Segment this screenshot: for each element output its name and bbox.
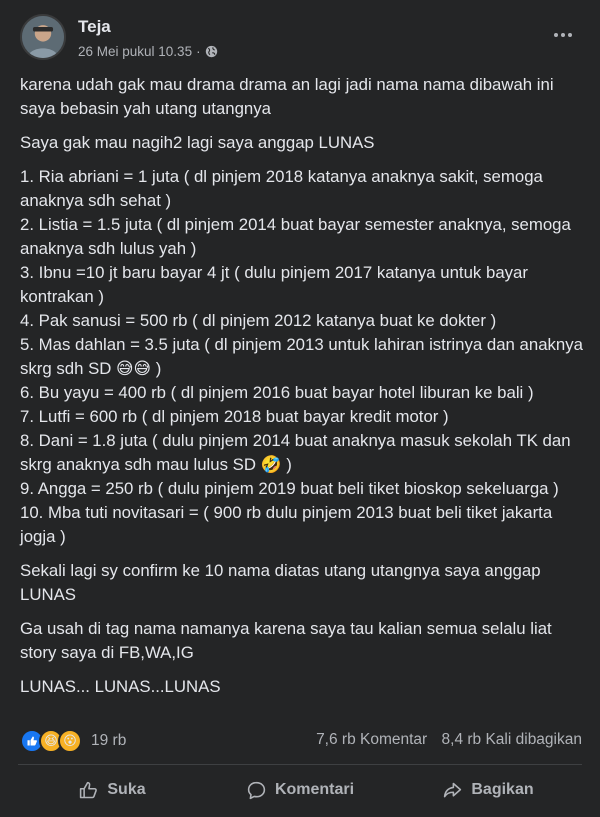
share-icon [442, 780, 463, 801]
reactions-summary[interactable] [20, 729, 126, 753]
thumbs-up-icon [78, 780, 99, 801]
haha-reaction-icon: 😆 [39, 729, 63, 753]
post-meta [78, 44, 218, 59]
separator-dot: · [196, 44, 201, 59]
post-header [20, 12, 580, 62]
comment-icon [246, 780, 267, 801]
post-text [20, 73, 586, 699]
post-stats [20, 729, 582, 755]
post-actions [18, 770, 582, 810]
paragraph-closing: LUNAS... LUNAS...LUNAS [20, 677, 221, 696]
like-button[interactable] [18, 770, 206, 810]
share-label: Bagikan [471, 781, 534, 798]
debt-list: 1. Ria abriani = 1 juta ( dl pinjem 2018 katanya anaknya sakit, semoga anaknya sdh sehat ) 2. Listia = 1.5 juta ( dl pinjem 2014 buat bayar semester anaknya, semoga anaknya sdh lulus yah ) 3. Ibnu =10 jt baru bayar 4 jt ( dulu pinjem 2017 katanya untuk bayar kontrakan ) 4. Pak sanusi = 500 rb ( dl pinjem 2012 katanya buat ke dokter ) 5. Mas dahlan = 3.5 juta ( dl pinjem 2013 untuk lahiran istrinya dan anaknya skrg sdh SD 😅😅 ) 6. Bu yayu = 400 rb ( dl pinjem 2016 buat bayar hotel liburan ke bali ) 7. Lutfi = 600 rb ( dl pinjem 2018 buat bayar kredit motor ) 8. Dani = 1.8 juta ( dulu pinjem 2014 buat anaknya masuk sekolah TK dan skrg anaknya sdh mau lulus SD 🤣 ) 9. Angga = 250 rb ( dulu pinjem 2019 buat beli tiket bioskop sekeluarga ) 10. Mba tuti novitasari = ( 900 rb dulu pinjem 2013 buat beli tiket jakarta jogja ) [20, 167, 583, 546]
globe-icon[interactable] [205, 45, 218, 58]
comment-label: Komentari [274, 781, 355, 798]
engagement-counts [306, 731, 582, 749]
like-label: Suka [107, 781, 146, 798]
reaction-count[interactable]: 19 rb [91, 732, 127, 749]
paragraph-tag-note: Ga usah di tag nama namanya karena saya tau kalian semua selalu liat story saya di FB,WA,IG [20, 619, 557, 662]
divider [18, 764, 582, 765]
more-options-button[interactable] [546, 18, 580, 52]
share-count[interactable]: 8,4 rb Kali dibagikan [441, 731, 582, 748]
paragraph-intro: karena udah gak mau drama drama an lagi jadi nama nama dibawah ini saya bebasin yah utang utangnya [20, 75, 559, 118]
more-dot [561, 33, 565, 37]
paragraph-statement: Saya gak mau nagih2 lagi saya anggap LUNAS [20, 133, 375, 152]
paragraph-confirm: Sekali lagi sy confirm ke 10 nama diatas utang utangnya saya anggap LUNAS [20, 561, 546, 604]
share-button[interactable] [394, 770, 582, 810]
timestamp[interactable]: 26 Mei pukul 10.35 [78, 44, 193, 59]
avatar[interactable] [20, 14, 66, 60]
avatar-image [22, 16, 64, 58]
author-name[interactable]: Teja [78, 17, 111, 36]
comment-button[interactable] [206, 770, 394, 810]
comment-count[interactable]: 7,6 rb Komentar [316, 731, 428, 748]
more-dot [568, 33, 572, 37]
more-dot [554, 33, 558, 37]
wow-reaction-icon: 😮 [58, 729, 82, 753]
